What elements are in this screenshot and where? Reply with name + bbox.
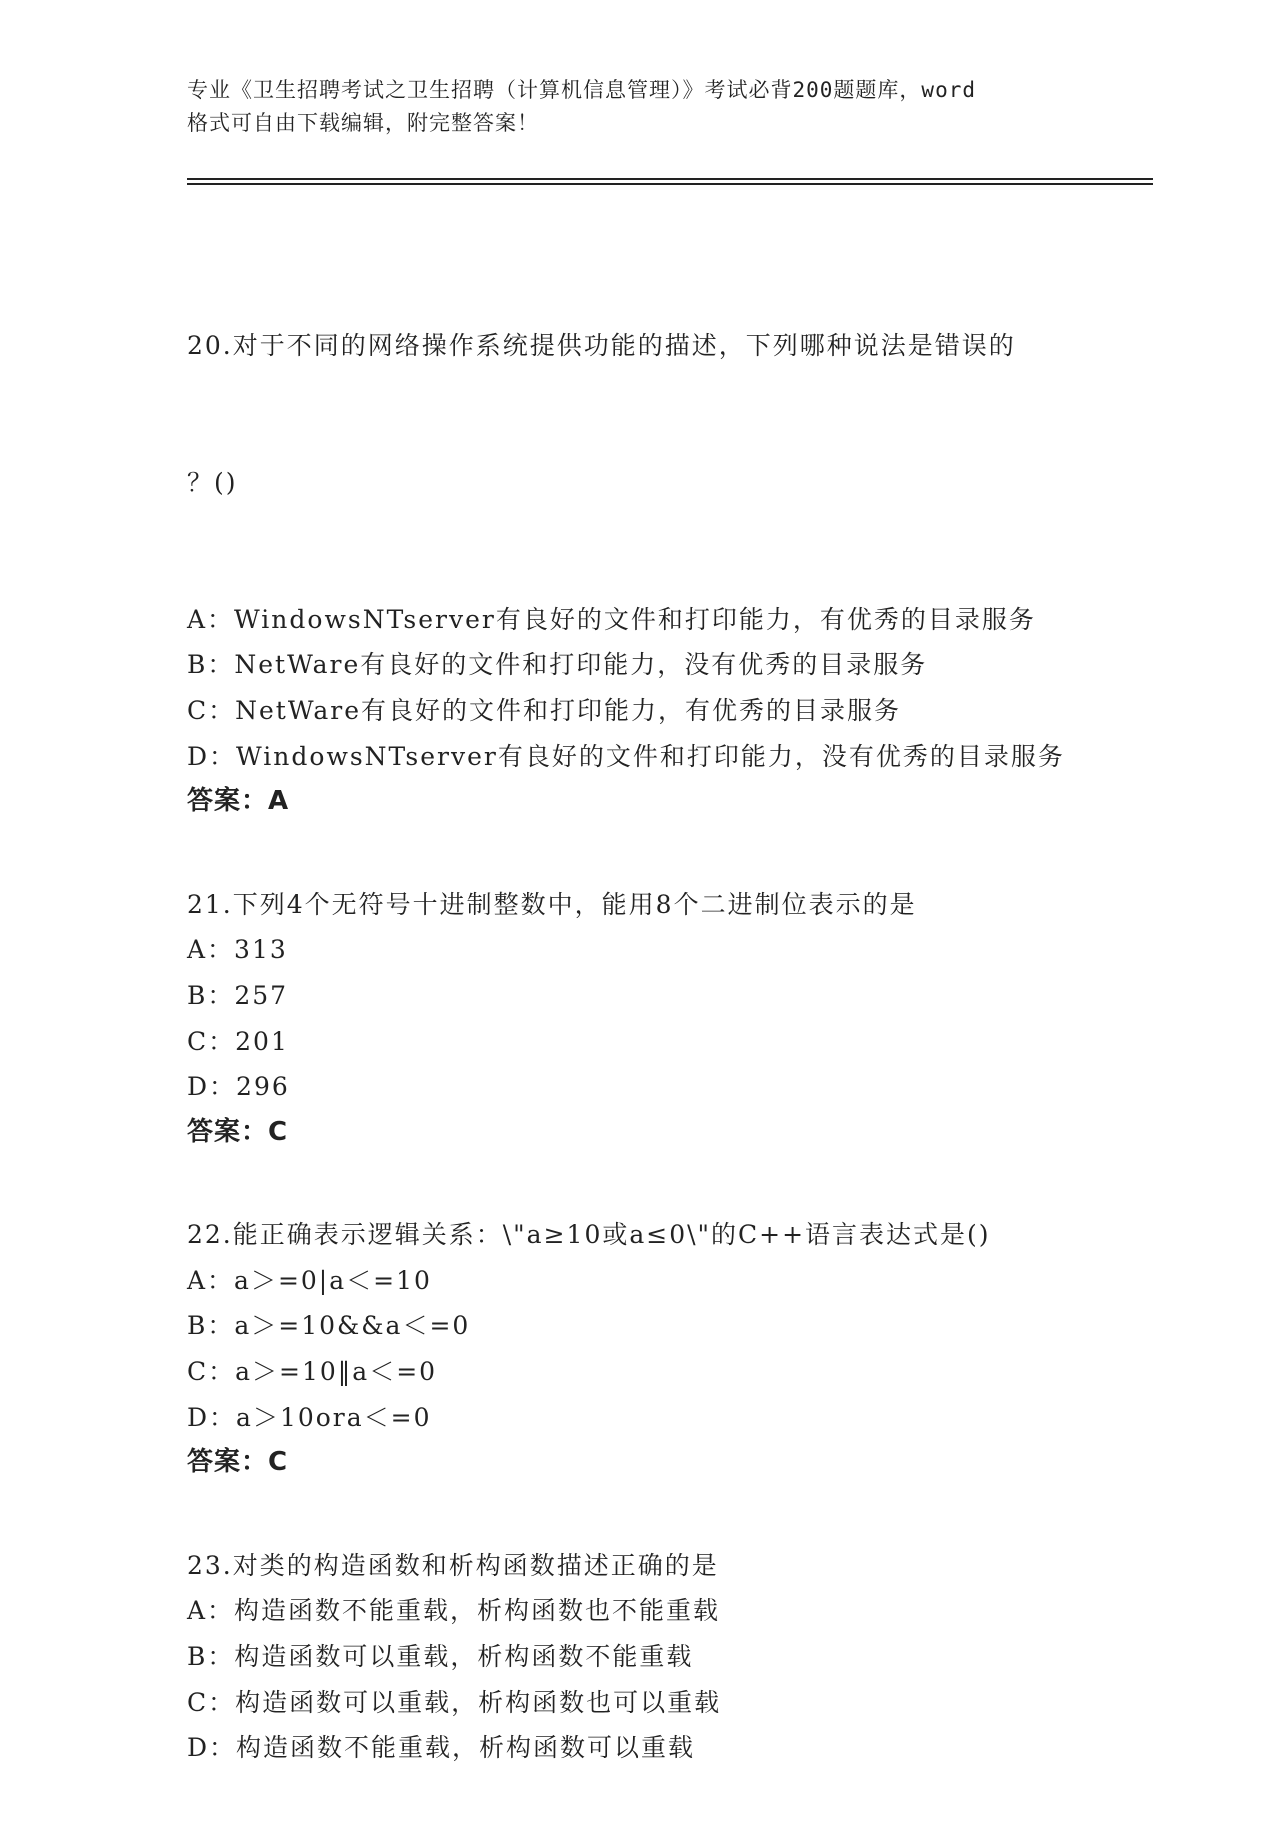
option-a: A：WindowsNTserver有良好的文件和打印能力，有优秀的目录服务 — [187, 604, 1036, 634]
header-divider-bottom — [187, 183, 1153, 185]
option-b: B：a＞=10&&a＜=0 — [187, 1311, 471, 1341]
question-stem: 23.对类的构造函数和析构函数描述正确的是 — [187, 1550, 719, 1580]
option-b: B：NetWare有良好的文件和打印能力，没有优秀的目录服务 — [187, 650, 928, 680]
header-divider-top — [187, 178, 1153, 180]
question-stem — [187, 232, 1067, 597]
answer-label: 答案：A — [187, 786, 290, 817]
question-stem: 22.能正确表示逻辑关系：\"a≥10或a≤0\"的C++语言表达式是() — [187, 1220, 991, 1250]
option-d: D：296 — [187, 1072, 290, 1102]
option-d: D：a＞10ora＜=0 — [187, 1402, 432, 1432]
option-a: A：313 — [187, 935, 288, 965]
question-list — [187, 232, 1087, 1828]
question-stem-line: 20.对于不同的网络操作系统提供功能的描述，下列哪种说法是错误的 — [187, 331, 1016, 361]
question-stem-line: ？() — [187, 467, 238, 497]
answer-label: 答案：C — [187, 1116, 289, 1147]
document-header — [187, 74, 1087, 140]
header-line-1: 专业《卫生招聘考试之卫生招聘（计算机信息管理）》考试必背200题题库，word — [187, 78, 976, 102]
question-20 — [187, 232, 1087, 825]
option-b: B：构造函数可以重载，析构函数不能重载 — [187, 1642, 694, 1672]
option-c: C：构造函数可以重载，析构函数也可以重载 — [187, 1687, 722, 1717]
option-c: C：NetWare有良好的文件和打印能力，有优秀的目录服务 — [187, 695, 902, 725]
option-d: D：WindowsNTserver有良好的文件和打印能力，没有优秀的目录服务 — [187, 741, 1065, 771]
question-stem: 21.下列4个无符号十进制整数中，能用8个二进制位表示的是 — [187, 889, 917, 919]
option-b: B：257 — [187, 980, 289, 1010]
option-c: C：a＞=10‖a＜=0 — [187, 1357, 438, 1387]
option-d: D：构造函数不能重载，析构函数可以重载 — [187, 1733, 696, 1763]
question-23 — [187, 1543, 1087, 1771]
option-c: C：201 — [187, 1026, 289, 1056]
question-21 — [187, 882, 1087, 1156]
header-line-2: 格式可自由下载编辑，附完整答案！ — [187, 111, 539, 135]
option-a: A：构造函数不能重载，析构函数也不能重载 — [187, 1596, 721, 1626]
answer-label: 答案：C — [187, 1447, 289, 1478]
option-a: A：a＞=0|a＜=10 — [187, 1265, 432, 1295]
question-22 — [187, 1212, 1087, 1486]
